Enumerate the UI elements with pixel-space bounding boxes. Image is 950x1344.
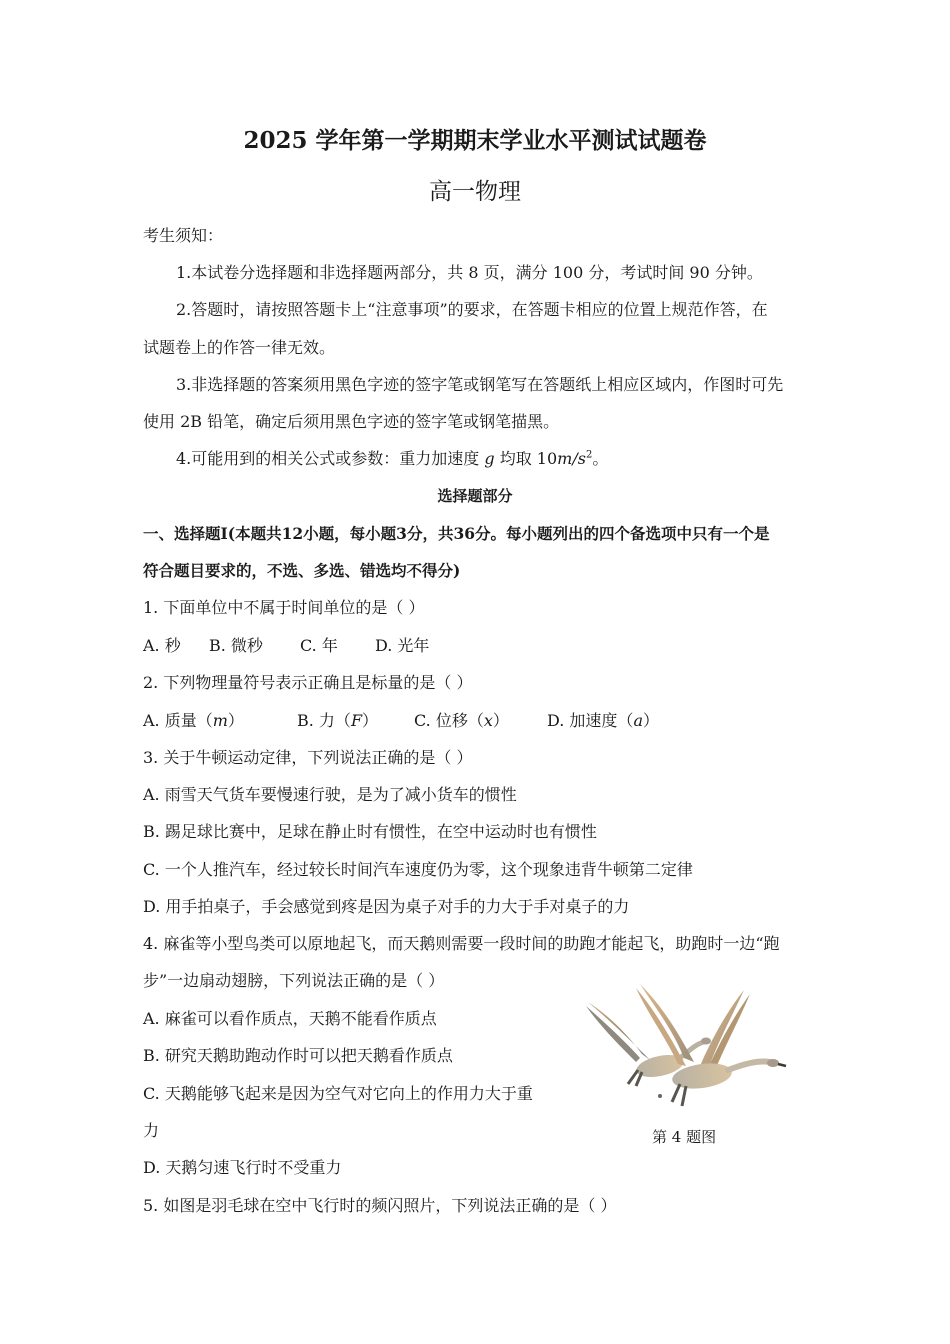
notice-item-3-line-1: 3.非选择题的答案须用黑色字迹的签字笔或钢笔写在答题纸上相应区域内，作图时可先: [176, 375, 784, 394]
q4-option-b: B. 研究天鹅助跑动作时可以把天鹅看作质点: [143, 1046, 453, 1065]
part1-instructions-line-2: 符合题目要求的，不选、多选、错选均不得分): [143, 561, 461, 580]
q2-stem: 2. 下列物理量符号表示正确且是标量的是（ ）: [143, 673, 473, 692]
q3-option-a: A. 雨雪天气货车要慢速行驶，是为了减小货车的惯性: [143, 785, 517, 804]
q2-option-b: [297, 711, 378, 731]
notice-item-2-line-2: 试题卷上的作答一律无效。: [143, 338, 336, 357]
q3-option-c: C. 一个人推汽车，经过较长时间汽车速度仍为零，这个现象违背牛顿第二定律: [143, 860, 693, 879]
q3-option-b: B. 踢足球比赛中，足球在静止时有惯性，在空中运动时也有惯性: [143, 822, 597, 841]
q2-option-a-end: ）: [227, 711, 244, 730]
q4-option-a: A. 麻雀可以看作质点，天鹅不能看作质点: [143, 1009, 437, 1028]
q4-stem-line-1: 4. 麻雀等小型鸟类可以原地起飞，而天鹅则需要一段时间的助跑才能起飞，助跑时一边“跑: [143, 934, 780, 953]
part1-instructions-line-1: 一、选择题Ⅰ(本题共12小题，每小题3分，共36分。每小题列出的四个备选项中只有一个是: [143, 524, 770, 543]
q1-option-b: B. 微秒: [209, 636, 263, 655]
q2-option-a: [143, 711, 244, 731]
q2-option-c: [414, 711, 509, 731]
figure-caption: 第 4 题图: [652, 1128, 717, 1146]
q4-stem-line-2: 步”一边扇动翅膀，下列说法正确的是（ ）: [143, 971, 445, 990]
q1-option-a: A. 秒: [143, 636, 181, 655]
swan-front: [636, 984, 786, 1106]
swans-figure: [584, 980, 788, 1116]
unit-exponent: 2: [585, 449, 593, 461]
force-symbol: F: [350, 711, 363, 730]
notice-item-1: 1.本试卷分选择题和非选择题两部分，共 8 页，满分 100 分，考试时间 90 分钟。: [176, 263, 763, 282]
notice-item-2-line-1: 2.答题时，请按照答题卡上“注意事项”的要求，在答题卡相应的位置上规范作答，在: [176, 300, 768, 319]
notice-item-4: [176, 449, 608, 469]
notice-item-4-mid: 均取 10: [494, 449, 558, 468]
acceleration-symbol: a: [633, 711, 643, 730]
q4-option-c-line-1: C. 天鹅能够飞起来是因为空气对它向上的作用力大于重: [143, 1084, 533, 1103]
notice-item-3-line-2: 使用 2B 铅笔，确定后须用黑色字迹的签字笔或钢笔描黑。: [143, 412, 560, 431]
displacement-symbol: x: [483, 711, 493, 730]
q3-option-d: D. 用手拍桌子，手会感觉到疼是因为桌子对手的力大于手对桌子的力: [143, 897, 630, 916]
q2-option-c-end: ）: [492, 711, 509, 730]
q4-option-c-line-2: 力: [143, 1121, 160, 1140]
q2-option-b-end: ）: [362, 711, 379, 730]
unit-symbol: m/s: [557, 449, 586, 468]
q2-option-a-text: A. 质量（: [143, 711, 213, 730]
q2-option-d: [547, 711, 659, 731]
q2-option-d-text: D. 加速度（: [547, 711, 634, 730]
q1-stem: 1. 下面单位中不属于时间单位的是（ ）: [143, 598, 425, 617]
section-title: 选择题部分: [437, 487, 513, 505]
exam-title: 2025 学年第一学期期末学业水平测试试题卷: [243, 127, 707, 154]
notice-heading: 考生须知：: [143, 226, 224, 245]
mass-symbol: m: [212, 711, 228, 730]
q3-stem: 3. 关于牛顿运动定律，下列说法正确的是（ ）: [143, 748, 473, 767]
q2-option-d-end: ）: [642, 711, 659, 730]
exam-subject: 高一物理: [429, 179, 521, 205]
q4-option-d: D. 天鹅匀速飞行时不受重力: [143, 1158, 342, 1177]
notice-item-4-text: 4.可能用到的相关公式或参数：重力加速度: [176, 449, 485, 468]
debris-dot: [658, 1094, 662, 1098]
gravity-symbol: g: [484, 449, 495, 468]
q5-stem: 5. 如图是羽毛球在空中飞行时的频闪照片，下列说法正确的是（ ）: [143, 1196, 617, 1215]
q1-option-d: D. 光年: [375, 636, 430, 655]
q1-option-c: C. 年: [300, 636, 338, 655]
q2-option-c-text: C. 位移（: [414, 711, 484, 730]
notice-item-4-end: 。: [592, 449, 609, 468]
q2-option-b-text: B. 力（: [297, 711, 351, 730]
